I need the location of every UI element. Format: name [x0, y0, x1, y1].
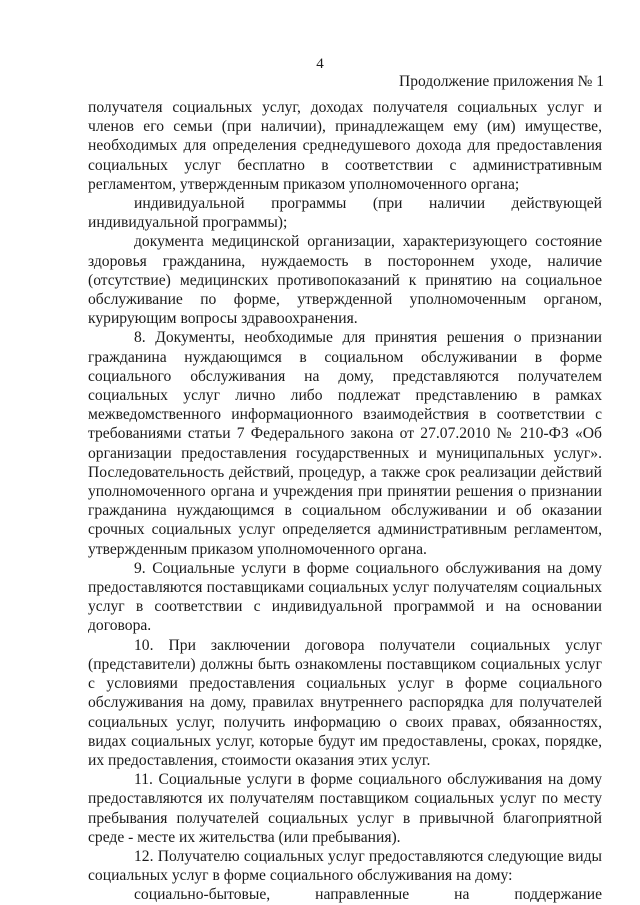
paragraph-7: 11. Социальные услуги в форме социального обслуживания на дому предоставляются их получателям поставщиком социальных услуг по месту пребывания получателей социальных услуг в привычной благоприятной среде - месте их жительства (или пребывания). — [88, 771, 602, 846]
paragraph-3: документа медицинской организации, характеризующего состояние здоровья гражданина, нуждаемость в постороннем уходе, наличие (отсутствие) медицинских противопоказаний к принятию на социальное обслуживание по форме, утвержденной уполномоченным органом, курирующим вопросы здравоохранения. — [88, 233, 602, 328]
appendix-note: Продолжение приложения № 1 — [399, 73, 604, 90]
paragraph-9: социально-бытовые, направленные на поддержание — [134, 886, 602, 904]
paragraph-4: 8. Документы, необходимые для принятия решения о признании гражданина нуждающимся в социальном обслуживании в форме социального обслуживания на дому, представляются получателем социальных услуг лично либо подлежат представлению в рамках межведомственного информационного взаимодействия в соответствии с требованиями статьи 7 Федерального закона от 27.07.2010 № 210-ФЗ «Об организации предоставления государственных и муниципальных услуг». Последовательность действий, процедур, а также срок реализации действий уполномоченного органа и учреждения при принятии решения о признании гражданина нуждающимся в социальном обслуживании и об оказании срочных социальных услуг определяется административным регламентом, утвержденным приказом уполномоченного органа. — [88, 329, 602, 558]
paragraph-6: 10. При заключении договора получатели социальных услуг (представители) должны быть ознакомлены поставщиком социальных услуг с условиями предоставления социальных услуг в форме социального обслуживания на дому, правилах внутреннего распорядка для получателей социальных услуг, получить информацию о своих правах, обязанностях, видах социальных услуг, которые будут им предоставлены, сроках, порядке, их предоставления, стоимости оказания этих услуг. — [88, 636, 602, 769]
paragraph-5: 9. Социальные услуги в форме социального обслуживания на дому предоставляются поставщиками социальных услуг получателям социальных услуг в соответствии с индивидуальной программой и на основании договора. — [88, 559, 602, 635]
paragraph-8: 12. Получателю социальных услуг предоставляются следующие виды социальных услуг в форме социального обслуживания на дому: — [88, 847, 602, 885]
document-body — [88, 98, 602, 905]
paragraph-2: индивидуальной программы (при наличии действующей индивидуальной программы); — [88, 195, 602, 232]
page-number: 4 — [316, 56, 324, 72]
paragraph-1: получателя социальных услуг, доходах получателя социальных услуг и членов его семьи (при наличии), принадлежащем ему (им) имуществе, необходимых для определения среднедушевого дохода для предоставления социальных услуг бесплатно в соответствии с административным регламентом, утвержденным приказом уполномоченного органа; — [88, 99, 602, 193]
